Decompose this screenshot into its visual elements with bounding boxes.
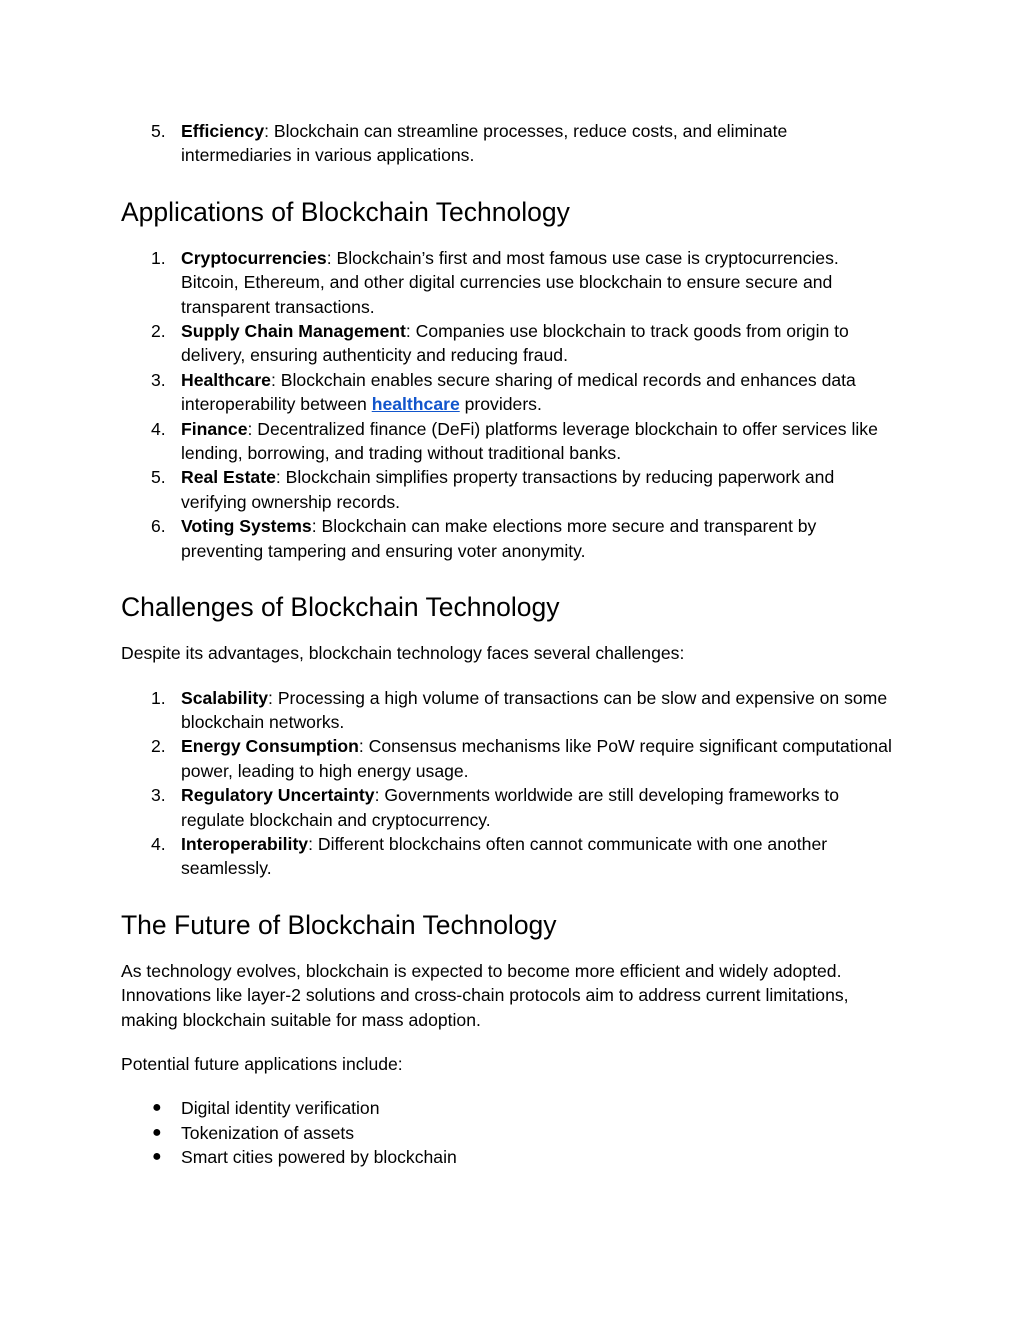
list-item bbox=[121, 783, 901, 832]
list-number: 3. bbox=[151, 369, 166, 390]
list-item-term: Supply Chain Management bbox=[181, 321, 406, 342]
healthcare-link[interactable]: healthcare bbox=[371, 394, 460, 415]
list-item-text: : Blockchain can make elections more secure and transparent by preventing tampering and ensuring voter anonymity. bbox=[181, 516, 817, 561]
list-number: 2. bbox=[151, 321, 166, 342]
list-item-text: providers. bbox=[459, 394, 542, 415]
list-item-text: : Decentralized finance (DeFi) platforms leverage blockchain to offer services like lending, borrowing, and trading without traditional banks. bbox=[181, 418, 878, 464]
list-item bbox=[121, 319, 901, 368]
list-item bbox=[121, 832, 901, 881]
future-intro: Potential future applications include: bbox=[121, 1053, 403, 1074]
section-heading-applications: Applications of Blockchain Technology bbox=[121, 196, 570, 227]
list-item bbox=[121, 119, 901, 168]
list-item bbox=[121, 246, 901, 319]
list-item-term: Regulatory Uncertainty bbox=[181, 785, 375, 806]
document-page bbox=[121, 119, 901, 1170]
list-item-term: Energy Consumption bbox=[181, 736, 359, 757]
list-item bbox=[121, 465, 901, 514]
list-item-term: Cryptocurrencies bbox=[181, 247, 327, 268]
list-number: 1. bbox=[151, 687, 166, 708]
list-number: 3. bbox=[151, 785, 166, 806]
list-item-term: Healthcare bbox=[181, 369, 271, 390]
list-item-term: Scalability bbox=[181, 687, 269, 708]
list-number: 4. bbox=[151, 833, 166, 854]
bullet-icon: ● bbox=[152, 1099, 162, 1117]
challenges-intro: Despite its advantages, blockchain technology faces several challenges: bbox=[121, 643, 685, 664]
list-item-text: : Blockchain simplifies property transactions by reducing paperwork and verifying ownership records. bbox=[181, 467, 835, 512]
list-number: 5. bbox=[151, 467, 166, 488]
list-number: 1. bbox=[151, 247, 166, 268]
list-item-text: : Consensus mechanisms like PoW require significant computational power, leading to high energy usage. bbox=[181, 736, 892, 781]
list-number: 6. bbox=[151, 516, 166, 537]
list-number: 5. bbox=[151, 121, 166, 141]
list-item bbox=[121, 686, 901, 735]
list-item bbox=[121, 368, 901, 417]
bullet-icon: ● bbox=[152, 1148, 162, 1166]
list-item-term: Finance bbox=[181, 418, 248, 439]
list-item-text: : Companies use blockchain to track goods from origin to delivery, ensuring authenticity and reducing fraud. bbox=[181, 321, 849, 366]
list-item bbox=[121, 514, 901, 563]
list-item-text: Digital identity verification bbox=[181, 1098, 380, 1119]
list-number: 4. bbox=[151, 418, 166, 439]
section-heading-challenges: Challenges of Blockchain Technology bbox=[121, 592, 560, 623]
list-item-text: : Blockchain’s first and most famous use case is cryptocurrencies. Bitcoin, Ethereum, and other digital currencies use blockchain to ensure secure and transparent transactions. bbox=[181, 247, 839, 317]
bullet-icon: ● bbox=[152, 1123, 162, 1141]
list-number: 2. bbox=[151, 736, 166, 757]
list-item-text: Smart cities powered by blockchain bbox=[181, 1147, 457, 1168]
future-paragraph: As technology evolves, blockchain is expected to become more efficient and widely adopted. Innovations like layer-2 solutions and cross-chain protocols aim to address current limitations, making blockchain suitable for mass adoption. bbox=[121, 960, 849, 1030]
applications-list bbox=[121, 246, 901, 563]
list-item-text: : Processing a high volume of transactions can be slow and expensive on some blockchain networks. bbox=[181, 687, 888, 732]
list-item-term: Interoperability bbox=[181, 833, 309, 854]
list-item bbox=[121, 1121, 901, 1145]
list-item bbox=[121, 417, 901, 466]
list-item-text: : Governments worldwide are still developing frameworks to regulate blockchain and cryptocurrency. bbox=[181, 785, 840, 830]
challenges-list bbox=[121, 686, 901, 881]
list-item-text: Tokenization of assets bbox=[181, 1122, 355, 1143]
future-applications-list bbox=[121, 1096, 901, 1169]
list-item-text: : Blockchain can streamline processes, reduce costs, and eliminate intermediaries in various applications. bbox=[181, 121, 788, 166]
list-item-text: : Different blockchains often cannot communicate with one another seamlessly. bbox=[181, 833, 828, 879]
benefits-list-continued bbox=[121, 119, 901, 168]
list-item bbox=[121, 1096, 901, 1120]
section-heading-future: The Future of Blockchain Technology bbox=[121, 909, 557, 940]
list-item-text: : Blockchain enables secure sharing of medical records and enhances data interoperability between bbox=[181, 369, 856, 415]
list-item-term: Voting Systems bbox=[181, 516, 312, 537]
list-item bbox=[121, 734, 901, 783]
list-item-term: Efficiency bbox=[181, 121, 265, 141]
list-item bbox=[121, 1145, 901, 1169]
list-item-term: Real Estate bbox=[181, 467, 276, 488]
